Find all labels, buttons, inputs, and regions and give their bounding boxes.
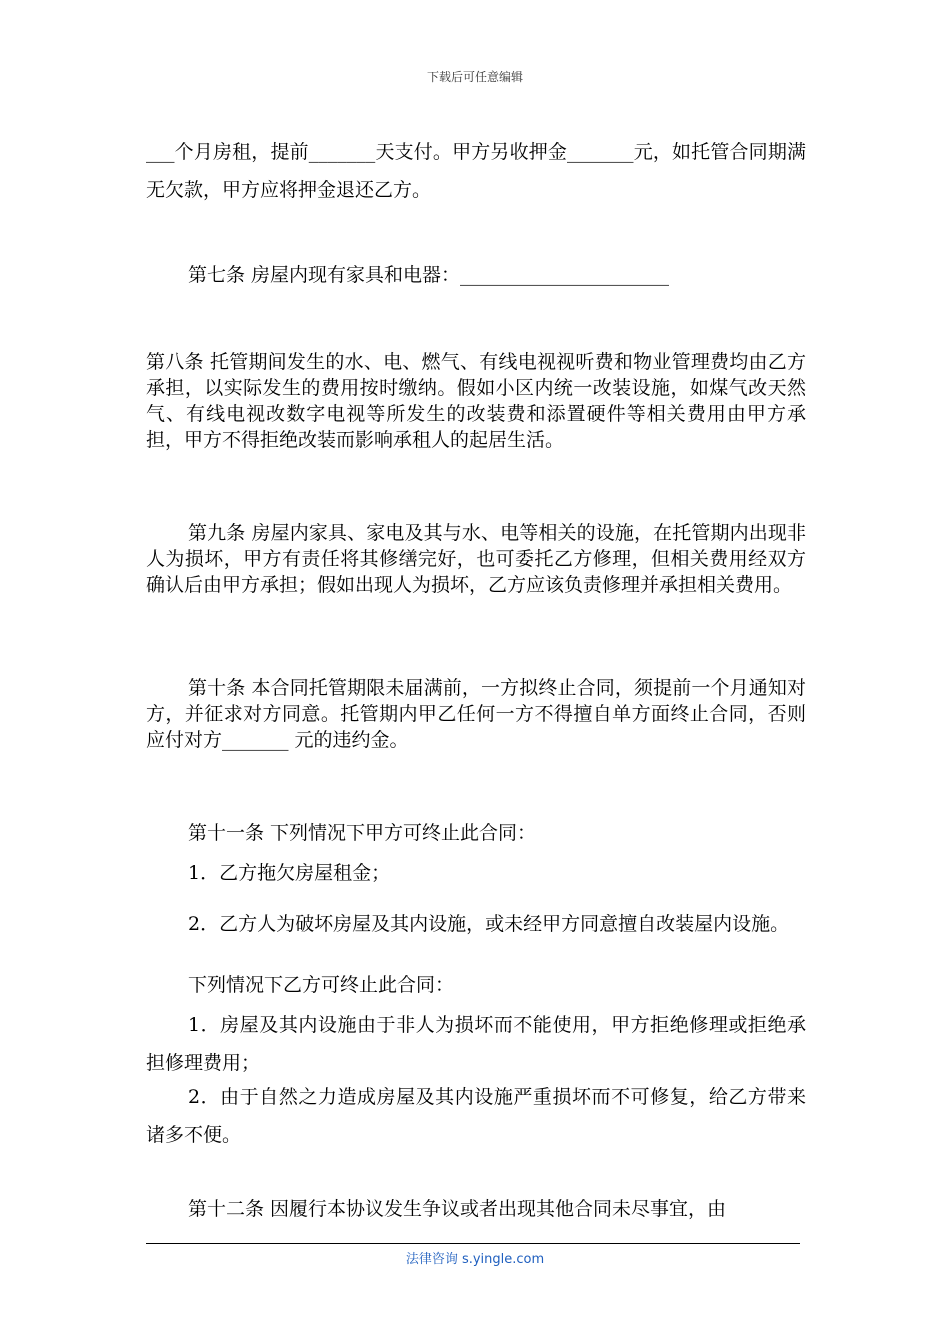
article-11-title: 第十一条 下列情况下甲方可终止此合同： bbox=[188, 822, 537, 844]
article-11-b-item-2: 2．由于自然之力造成房屋及其内设施严重损坏而不可修复，给乙方带来诸多不便。 bbox=[146, 1086, 806, 1146]
article-11-b-title: 下列情况下乙方可终止此合同： bbox=[188, 974, 455, 996]
article-11-b-item-1: 1．房屋及其内设施由于非人为损坏而不能使用，甲方拒绝修理或拒绝承担修理费用； bbox=[146, 1014, 806, 1074]
article-11-item-2: 2．乙方人为破坏房屋及其内设施，或未经甲方同意擅自改装屋内设施。 bbox=[188, 913, 790, 935]
footer-divider bbox=[146, 1243, 800, 1244]
article-12: 第十二条 因履行本协议发生争议或者出现其他合同未尽事宜，由 bbox=[188, 1198, 727, 1220]
paragraph-rent-deposit: ___个月房租，提前_______天支付。甲方另收押金_______元，如托管合同期满无欠款，甲方应将押金退还乙方。 bbox=[146, 141, 806, 201]
article-9: 第九条 房屋内家具、家电及其与水、电等相关的设施，在托管期内出现非人为损坏，甲方有责任将其修缮完好，也可委托乙方修理，但相关费用经双方确认后由甲方承担；假如出现人为损坏，乙方应该负责修理并承担相关费用。 bbox=[146, 522, 806, 596]
footer-link[interactable]: 法律咨询 s.yingle.com bbox=[405, 1252, 545, 1267]
article-11-item-1: 1．乙方拖欠房屋租金； bbox=[188, 862, 391, 884]
article-8: 第八条 托管期间发生的水、电、燃气、有线电视视听费和物业管理费均由乙方承担，以实际发生的费用按时缴纳。假如小区内统一改装设施，如煤气改天然气、有线电视改数字电视等所发生的改装费和添置硬件等相关费用由甲方承担，甲方不得拒绝改装而影响承租人的起居生活。 bbox=[146, 351, 806, 451]
article-10-lines: 第十条 本合同托管期限未届满前，一方拟终止合同，须提前一个月通知对方，并征求对方同意。托管期内甲乙任何一方不得擅自单方面终止合同，否则应付对方_______ 元的违约金。 bbox=[146, 677, 806, 751]
article-7: 第七条 房屋内现有家具和电器：______________________ bbox=[188, 264, 670, 286]
page-header: 下载后可任意编辑 bbox=[426, 70, 523, 84]
